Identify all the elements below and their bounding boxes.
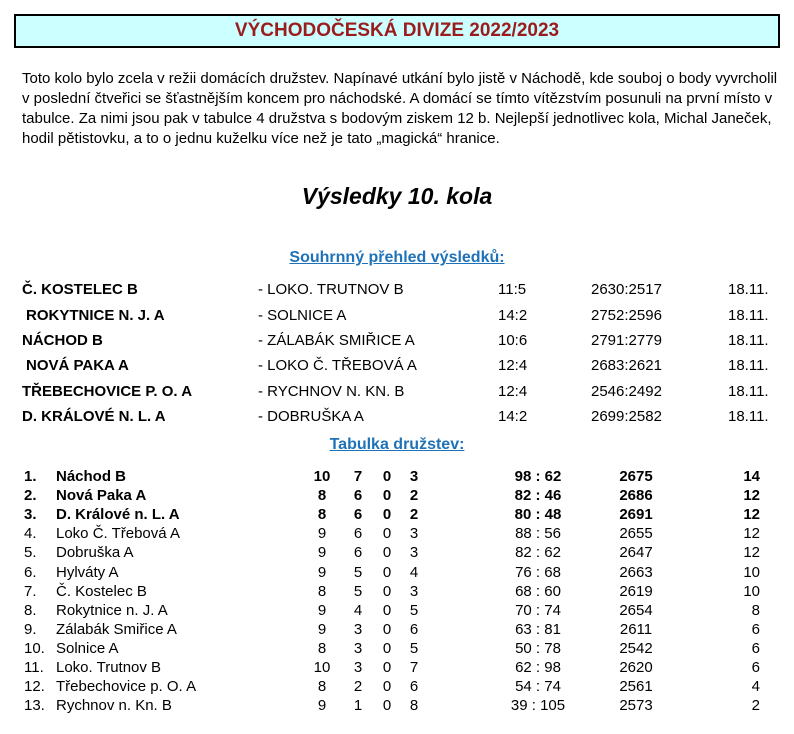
team-won: 5 [353, 564, 363, 581]
team-lost: 6 [409, 678, 419, 695]
team-average: 2573 [619, 697, 653, 714]
result-points: 12:4 [498, 357, 528, 374]
team-score: 39 : 105 [510, 697, 566, 714]
team-points: 6 [751, 640, 760, 657]
result-away-team: - SOLNICE A [258, 307, 347, 324]
team-score: 98 : 62 [514, 468, 562, 485]
team-name: Dobruška A [56, 544, 134, 561]
result-row [0, 381, 794, 403]
team-drawn: 0 [382, 640, 392, 657]
team-played: 9 [317, 621, 327, 638]
team-rank: 5. [24, 544, 37, 561]
team-drawn: 0 [382, 602, 392, 619]
table-row [0, 620, 794, 639]
team-won: 4 [353, 602, 363, 619]
team-score: 68 : 60 [515, 583, 561, 600]
team-score: 82 : 62 [515, 544, 561, 561]
table-row [0, 467, 794, 486]
result-away-team: - RYCHNOV N. KN. B [258, 383, 405, 400]
team-score: 80 : 48 [514, 506, 562, 523]
team-rank: 7. [24, 583, 37, 600]
table-heading: Tabulka družstev: [329, 436, 465, 453]
team-average: 2686 [619, 487, 653, 504]
result-points: 10:6 [498, 332, 528, 349]
team-points: 14 [743, 468, 760, 485]
table-row [0, 505, 794, 524]
team-average: 2619 [619, 583, 653, 600]
team-drawn: 0 [382, 678, 392, 695]
team-lost: 7 [409, 659, 419, 676]
team-name: Nová Paka A [56, 487, 147, 504]
team-points: 12 [743, 487, 760, 504]
team-lost: 3 [409, 583, 419, 600]
summary-heading: Souhrnný přehled výsledků: [289, 249, 505, 266]
team-drawn: 0 [382, 659, 392, 676]
team-name: Loko. Trutnov B [56, 659, 162, 676]
result-home-team: TŘEBECHOVICE P. O. A [22, 383, 193, 400]
team-lost: 3 [409, 544, 419, 561]
team-won: 6 [353, 544, 363, 561]
team-won: 2 [353, 678, 363, 695]
result-away-team: - ZÁLABÁK SMIŘICE A [258, 332, 415, 349]
team-average: 2691 [619, 506, 653, 523]
team-name: Solnice A [56, 640, 119, 657]
result-home-team: D. KRÁLOVÉ N. L. A [22, 408, 166, 425]
team-points: 6 [751, 621, 760, 638]
result-date: 18.11. [728, 383, 769, 400]
team-played: 9 [317, 525, 327, 542]
team-won: 3 [353, 659, 363, 676]
team-lost: 3 [409, 525, 419, 542]
team-name: Třebechovice p. O. A [56, 678, 197, 695]
result-points: 11:5 [498, 281, 527, 298]
result-pins: 2683:2621 [591, 357, 662, 374]
result-row [0, 406, 794, 428]
table-row [0, 543, 794, 562]
team-lost: 6 [409, 621, 419, 638]
team-points: 2 [751, 697, 760, 714]
team-won: 6 [353, 487, 363, 504]
team-played: 9 [317, 697, 327, 714]
team-won: 5 [353, 583, 363, 600]
result-row [0, 330, 794, 352]
result-points: 14:2 [498, 307, 528, 324]
result-date: 18.11. [728, 408, 769, 425]
team-score: 62 : 98 [515, 659, 561, 676]
team-rank: 8. [24, 602, 37, 619]
team-points: 8 [751, 602, 760, 619]
result-pins: 2699:2582 [591, 408, 662, 425]
table-row [0, 486, 794, 505]
team-name: Loko Č. Třebová A [56, 525, 180, 542]
team-drawn: 0 [382, 525, 392, 542]
table-row [0, 601, 794, 620]
team-name: Č. Kostelec B [56, 583, 147, 600]
team-drawn: 0 [382, 487, 392, 504]
team-points: 12 [743, 544, 760, 561]
team-rank: 6. [24, 564, 37, 581]
table-row [0, 524, 794, 543]
team-rank: 1. [24, 468, 37, 485]
team-points: 4 [751, 678, 760, 695]
table-row [0, 696, 794, 715]
team-average: 2561 [619, 678, 653, 695]
team-lost: 2 [409, 506, 419, 523]
result-pins: 2546:2492 [591, 383, 662, 400]
team-won: 6 [353, 506, 363, 523]
team-drawn: 0 [382, 621, 392, 638]
team-won: 7 [353, 468, 363, 485]
intro-paragraph: Toto kolo bylo zcela v režii domácích družstev. Napínavé utkání bylo jistě v Náchodě, kde souboj o body vyvrcholil v poslední čtveřici se šťastnějším koncem pro náchodské. A domácí se tímto vítězstvím posunuli na první místo v tabulce. Za nimi jsou pak v tabulce 4 družstva s bodovým ziskem 12 b. Nejlepší jednotlivec kola, Michal Janeček, hodil pětistovku, a to o jednu kuželku více než je tato „magická“ hranice. [22, 70, 778, 147]
team-rank: 10. [24, 640, 45, 657]
team-lost: 5 [409, 602, 419, 619]
result-home-team: Č. KOSTELEC B [22, 281, 138, 298]
team-played: 8 [317, 583, 327, 600]
result-home-team: NOVÁ PAKA A [26, 357, 129, 374]
team-played: 10 [313, 468, 331, 485]
team-average: 2611 [619, 621, 653, 638]
team-score: 82 : 46 [514, 487, 562, 504]
result-away-team: - LOKO. TRUTNOV B [258, 281, 404, 298]
team-drawn: 0 [382, 697, 392, 714]
result-row [0, 355, 794, 377]
team-name: D. Králové n. L. A [56, 506, 180, 523]
team-played: 8 [317, 640, 327, 657]
result-date: 18.11. [728, 357, 769, 374]
result-row [0, 279, 794, 301]
team-rank: 11. [24, 659, 44, 676]
result-pins: 2791:2779 [591, 332, 662, 349]
team-played: 8 [317, 678, 327, 695]
result-date: 18.11. [728, 281, 769, 298]
team-lost: 2 [409, 487, 419, 504]
team-points: 10 [743, 564, 760, 581]
team-points: 10 [743, 583, 760, 600]
team-points: 12 [743, 506, 760, 523]
team-won: 1 [353, 697, 363, 714]
team-played: 8 [317, 506, 327, 523]
team-lost: 3 [409, 468, 419, 485]
team-drawn: 0 [382, 506, 392, 523]
team-won: 3 [353, 621, 363, 638]
results-heading: Výsledky 10. kola [301, 183, 493, 209]
table-row [0, 639, 794, 658]
team-rank: 4. [24, 525, 37, 542]
team-score: 63 : 81 [515, 621, 561, 638]
team-score: 50 : 78 [515, 640, 561, 657]
team-won: 3 [353, 640, 363, 657]
table-row [0, 658, 794, 677]
team-played: 9 [317, 602, 327, 619]
team-rank: 3. [24, 506, 37, 523]
result-date: 18.11. [728, 307, 769, 324]
team-lost: 4 [409, 564, 419, 581]
team-rank: 12. [24, 678, 45, 695]
team-lost: 8 [409, 697, 419, 714]
result-date: 18.11. [728, 332, 769, 349]
team-name: Hylváty A [56, 564, 119, 581]
team-drawn: 0 [382, 468, 392, 485]
team-score: 88 : 56 [515, 525, 561, 542]
result-points: 14:2 [498, 408, 528, 425]
team-average: 2654 [619, 602, 653, 619]
team-name: Zálabák Smiřice A [56, 621, 177, 638]
team-rank: 2. [24, 487, 37, 504]
team-average: 2620 [619, 659, 653, 676]
team-played: 10 [313, 659, 331, 676]
result-home-team: NÁCHOD B [22, 332, 103, 349]
table-row [0, 563, 794, 582]
page-title: VÝCHODOČESKÁ DIVIZE 2022/2023 [234, 20, 560, 41]
result-away-team: - LOKO Č. TŘEBOVÁ A [258, 357, 417, 374]
team-drawn: 0 [382, 544, 392, 561]
team-points: 6 [751, 659, 760, 676]
team-points: 12 [743, 525, 760, 542]
team-rank: 13. [24, 697, 45, 714]
team-average: 2663 [619, 564, 653, 581]
result-away-team: - DOBRUŠKA A [258, 408, 364, 425]
team-score: 70 : 74 [515, 602, 561, 619]
team-score: 54 : 74 [515, 678, 561, 695]
table-row [0, 677, 794, 696]
table-row [0, 582, 794, 601]
team-played: 9 [317, 544, 327, 561]
team-rank: 9. [24, 621, 37, 638]
team-average: 2655 [619, 525, 653, 542]
team-average: 2675 [619, 468, 653, 485]
title-banner [14, 14, 780, 48]
team-lost: 5 [409, 640, 419, 657]
team-drawn: 0 [382, 564, 392, 581]
result-row [0, 305, 794, 327]
team-won: 6 [353, 525, 363, 542]
result-home-team: ROKYTNICE N. J. A [26, 307, 165, 324]
team-average: 2647 [619, 544, 653, 561]
team-score: 76 : 68 [515, 564, 561, 581]
team-drawn: 0 [382, 583, 392, 600]
team-played: 8 [317, 487, 327, 504]
result-points: 12:4 [498, 383, 528, 400]
team-name: Rokytnice n. J. A [56, 602, 168, 619]
team-played: 9 [317, 564, 327, 581]
team-average: 2542 [619, 640, 653, 657]
team-name: Náchod B [56, 468, 127, 485]
team-name: Rychnov n. Kn. B [56, 697, 172, 714]
result-pins: 2752:2596 [591, 307, 662, 324]
result-pins: 2630:2517 [591, 281, 662, 298]
